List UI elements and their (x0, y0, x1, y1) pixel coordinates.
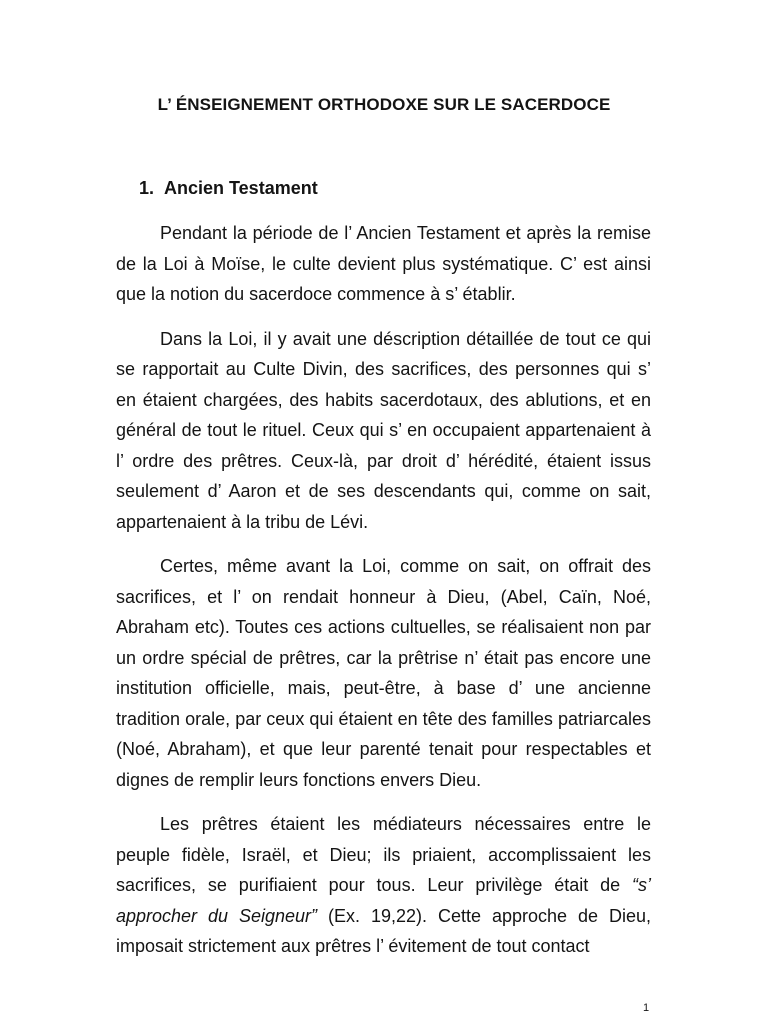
section-heading (139, 178, 318, 199)
paragraph-4-text-start: Les prêtres étaient les médiateurs nécessaires entre le peuple fidèle, Israël, et Dieu; ils priaient, accomplissaient les sacrifices, se purifiaient pour tous. Leur privilège était de (116, 814, 651, 895)
document-title: L’ ÉNSEIGNEMENT ORTHODOXE SUR LE SACERDOCE (157, 95, 611, 114)
document-body (116, 218, 651, 976)
paragraph-1: Pendant la période de l’ Ancien Testament et après la remise de la Loi à Moïse, le culte devient plus systématique. C’ est ainsi que la notion du sacerdoce commence à s’ établir. (116, 223, 651, 304)
section-number: 1. (139, 178, 155, 198)
paragraph-4-quote: “s’ approcher du Seigneur” (116, 875, 651, 926)
paragraph-4 (116, 809, 651, 962)
paragraph-4-text-end: (Ex. 19,22). Cette approche de Dieu, imposait strictement aux prêtres l’ évitement de tout contact (116, 905, 652, 956)
paragraph-3: Certes, même avant la Loi, comme on sait, on offrait des sacrifices, et l’ on rendait honneur à Dieu, (Abel, Caïn, Noé, Abraham etc). Toutes ces actions cultuelles, se réalisaient non par un ordre spécial de prêtres, car la prêtrise n’ était pas encore une institution officielle, mais, peut-être, à base d’ une ancienne tradition orale, par ceux qui étaient en tête des familles patriarcales (Noé, Abraham), et que leur parenté tenait pour respectables et dignes de remplir leurs fonctions envers Dieu. (116, 556, 651, 790)
paragraph-2: Dans la Loi, il y avait une déscription détaillée de tout ce qui se rapportait au Culte Divin, des sacrifices, des personnes qui s’ en étaient chargées, des habits sacerdotaux, des ablutions, et en général de tout le rituel. Ceux qui s’ en occupaient appartenaient à l’ ordre des prêtres. Ceux-là, par droit d’ hérédité, étaient issus seulement d’ Aaron et de ses descendants qui, comme on sait, appartenaient à la tribu de Lévi. (116, 328, 651, 532)
section-title: Ancien Testament (164, 178, 318, 198)
page-number: 1 (643, 1002, 650, 1014)
